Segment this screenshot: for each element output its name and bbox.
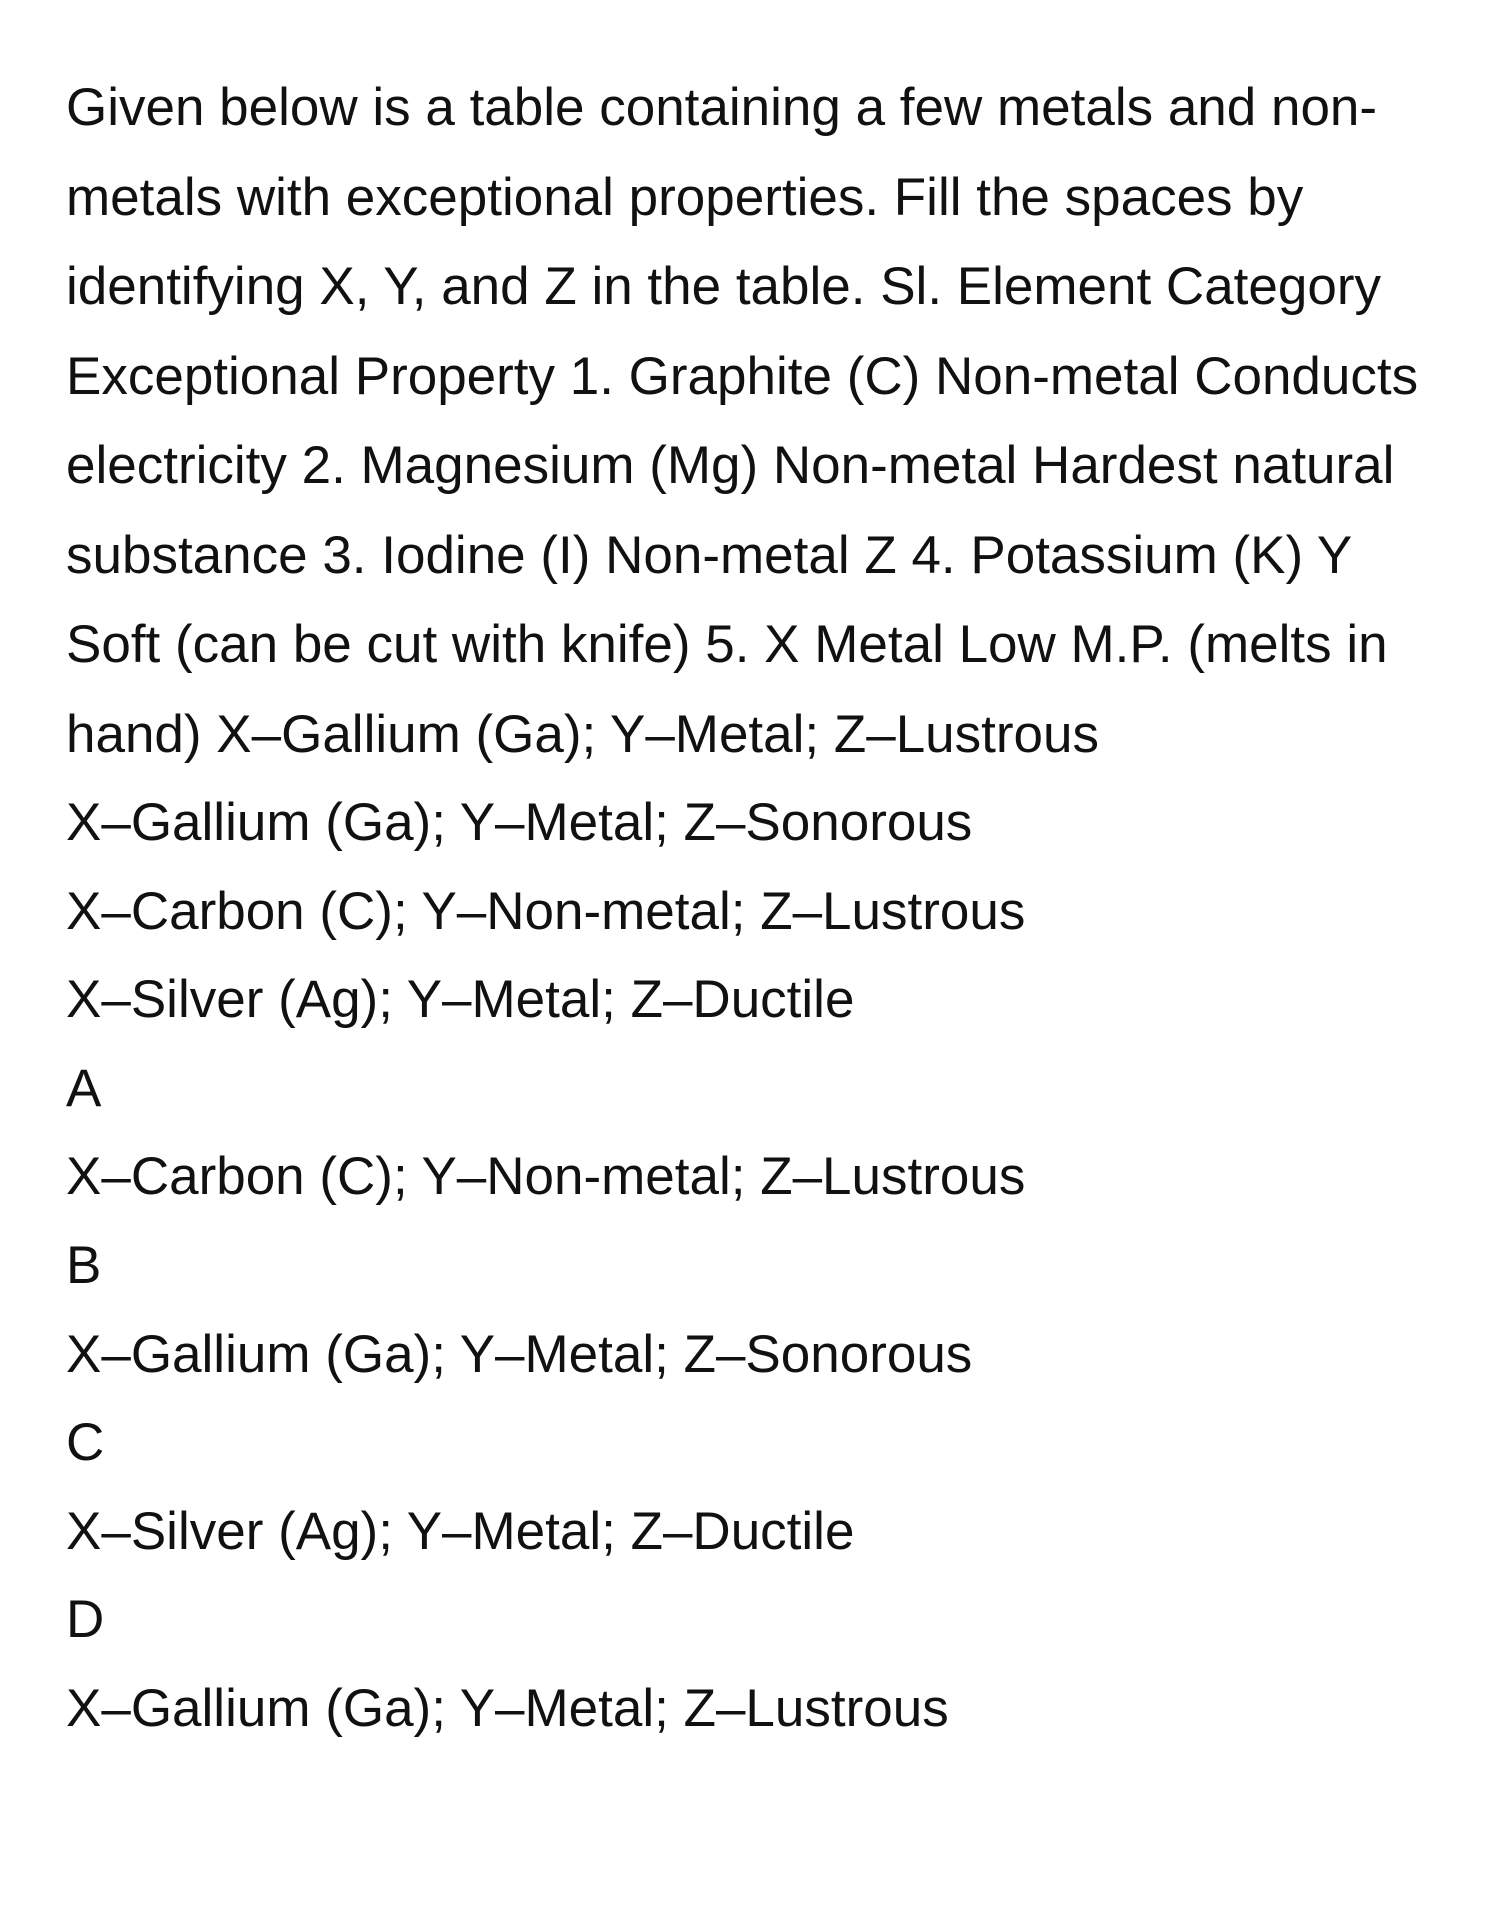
option-text-c: X–Silver (Ag); Y–Metal; Z–Ductile [66,1501,855,1561]
option-label-b: B [66,1235,102,1295]
option-text-d: X–Gallium (Ga); Y–Metal; Z–Lustrous [66,1678,949,1738]
question-text: Given below is a table containing a few metals and non-metals with exceptional properties. Fill the spaces by identifying X, Y, and Z in the table. Sl. Element Category Exceptional Property 1. Graphite (C) Non-metal Conducts electricity 2. Magnesium (Mg) Non-metal Hardest natural substance 3. Iodine (I) Non-metal Z 4. Potassium (K) Y Soft (can be cut with knife) 5. X Metal Low M.P. (melts in hand) X–Gallium (Ga); Y–Metal; Z–Lustrous [66,78,1419,764]
text-lines [66,779,1446,1754]
option-text-a: X–Carbon (C); Y–Non-metal; Z–Lustrous [66,1147,1026,1207]
listed-option-3: X–Silver (Ag); Y–Metal; Z–Ductile [66,970,855,1030]
document-page [66,78,1446,1754]
option-label-a: A [66,1058,102,1118]
option-text-b: X–Gallium (Ga); Y–Metal; Z–Sonorous [66,1324,973,1384]
listed-option-1: X–Gallium (Ga); Y–Metal; Z–Sonorous [66,793,973,852]
listed-option-2: X–Carbon (C); Y–Non-metal; Z–Lustrous [66,881,1026,941]
option-label-d: D [66,1590,105,1650]
option-label-c: C [66,1413,105,1473]
